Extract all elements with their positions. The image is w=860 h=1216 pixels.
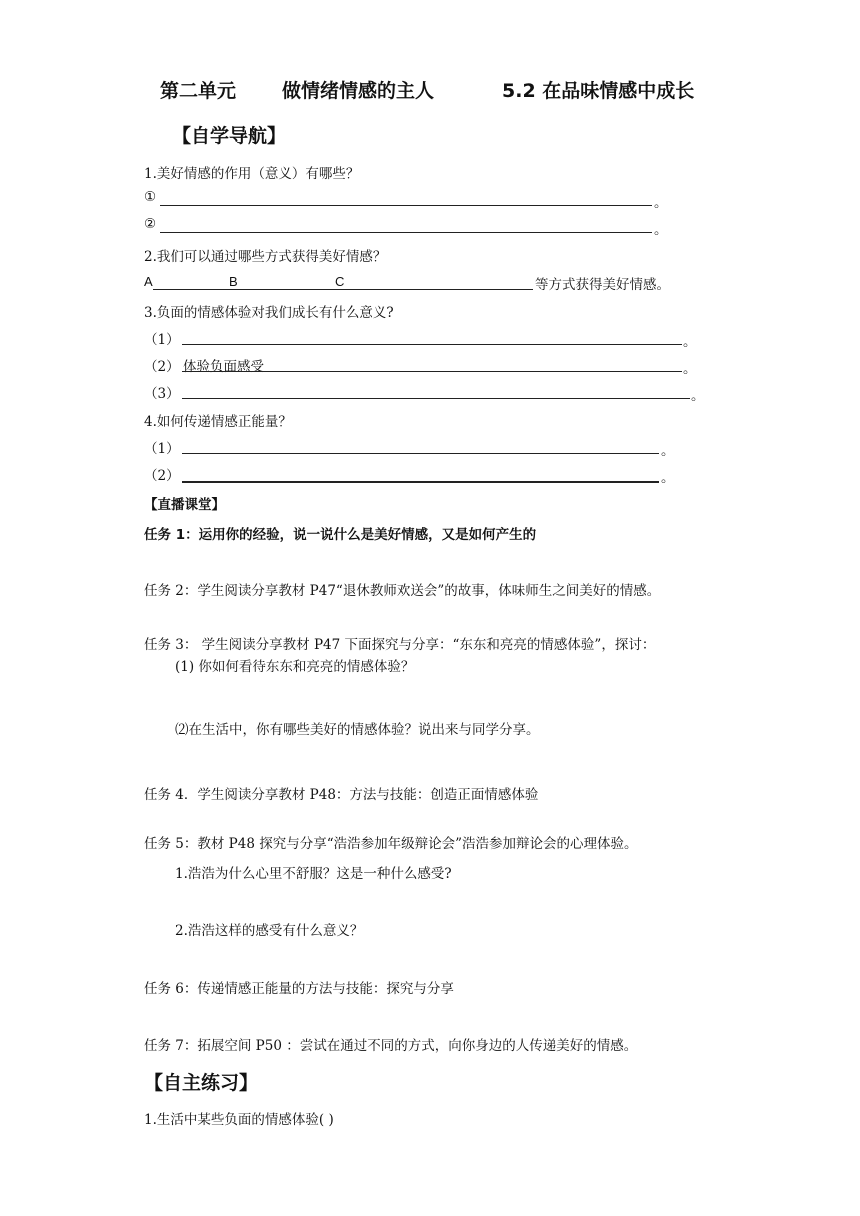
answer-line[interactable] <box>160 232 652 233</box>
answer-line[interactable] <box>182 371 682 372</box>
answer-line[interactable] <box>182 453 659 454</box>
practice-heading: 【自主练习】 <box>144 1072 259 1094</box>
task-2: 任务 2：学生阅读分享教材 P47“退休教师欢送会”的故事，体味师生之间美好的情感。 <box>144 583 661 599</box>
period: 。 <box>691 388 705 404</box>
period: 。 <box>654 195 668 211</box>
question-2: 2.我们可以通过哪些方式获得美好情感？ <box>144 249 387 265</box>
lesson-label: 5.2 在品味情感中成长 <box>502 80 695 102</box>
answer-line[interactable] <box>153 289 533 290</box>
item-1: （1） <box>144 441 180 457</box>
item-2: （2） <box>144 359 180 375</box>
topic-label: 做情绪情感的主人 <box>282 80 435 102</box>
option-a: A <box>144 274 153 289</box>
marker-1: ① <box>144 189 157 205</box>
item-2: （2） <box>144 468 180 484</box>
task-3-sub-1: (1) 你如何看待东东和亮亮的情感体验？ <box>175 659 415 675</box>
answer-line[interactable] <box>182 481 659 483</box>
question-4: 4.如何传递情感正能量？ <box>144 414 292 430</box>
task-3-sub-2: ⑵在生活中，你有哪些美好的情感体验？说出来与同学分享。 <box>175 722 540 738</box>
task-7: 任务 7：拓展空间 P50 ：尝试在通过不同的方式，向你身边的人传递美好的情感。 <box>144 1038 638 1054</box>
prefilled-answer: 体验负面感受 <box>183 359 264 375</box>
marker-2: ② <box>144 216 157 232</box>
option-c: C <box>335 274 345 289</box>
period: 。 <box>654 222 668 238</box>
period: 。 <box>661 470 675 486</box>
task-6: 任务 6：传递情感正能量的方法与技能：探究与分享 <box>144 981 454 997</box>
live-class-heading: 【直播课堂】 <box>144 497 225 513</box>
task-3: 任务 3： 学生阅读分享教材 P47 下面探究与分享：“东东和亮亮的情感体验”，探讨： <box>144 637 656 653</box>
task-1: 任务 1：运用你的经验，说一说什么是美好情感，又是如何产生的 <box>144 527 537 543</box>
period: 。 <box>683 334 697 350</box>
period: 。 <box>683 361 697 377</box>
task-5-sub-1: 1.浩浩为什么心里不舒服？这是一种什么感受? <box>175 866 452 882</box>
item-1: （1） <box>144 332 180 348</box>
unit-label: 第二单元 <box>160 80 237 102</box>
answer-line[interactable] <box>182 398 690 399</box>
task-4: 任务 4．学生阅读分享教材 P48：方法与技能：创造正面情感体验 <box>144 787 539 803</box>
task-5: 任务 5：教材 P48 探究与分享“浩浩参加年级辩论会”浩浩参加辩论会的心理体验。 <box>144 836 638 852</box>
question-1: 1.美好情感的作用（意义）有哪些？ <box>144 166 360 182</box>
item-3: （3） <box>144 386 180 402</box>
task-5-sub-2: 2.浩浩这样的感受有什么意义？ <box>175 923 364 939</box>
self-study-heading: 【自学导航】 <box>172 125 287 147</box>
answer-line[interactable] <box>160 205 652 206</box>
practice-question-1: 1.生活中某些负面的情感体验( ) <box>144 1112 334 1128</box>
q2-tail: 等方式获得美好情感。 <box>535 277 670 293</box>
answer-line[interactable] <box>182 344 682 345</box>
period: 。 <box>661 443 675 459</box>
question-3: 3.负面的情感体验对我们成长有什么意义? <box>144 305 394 321</box>
option-b: B <box>229 274 238 289</box>
